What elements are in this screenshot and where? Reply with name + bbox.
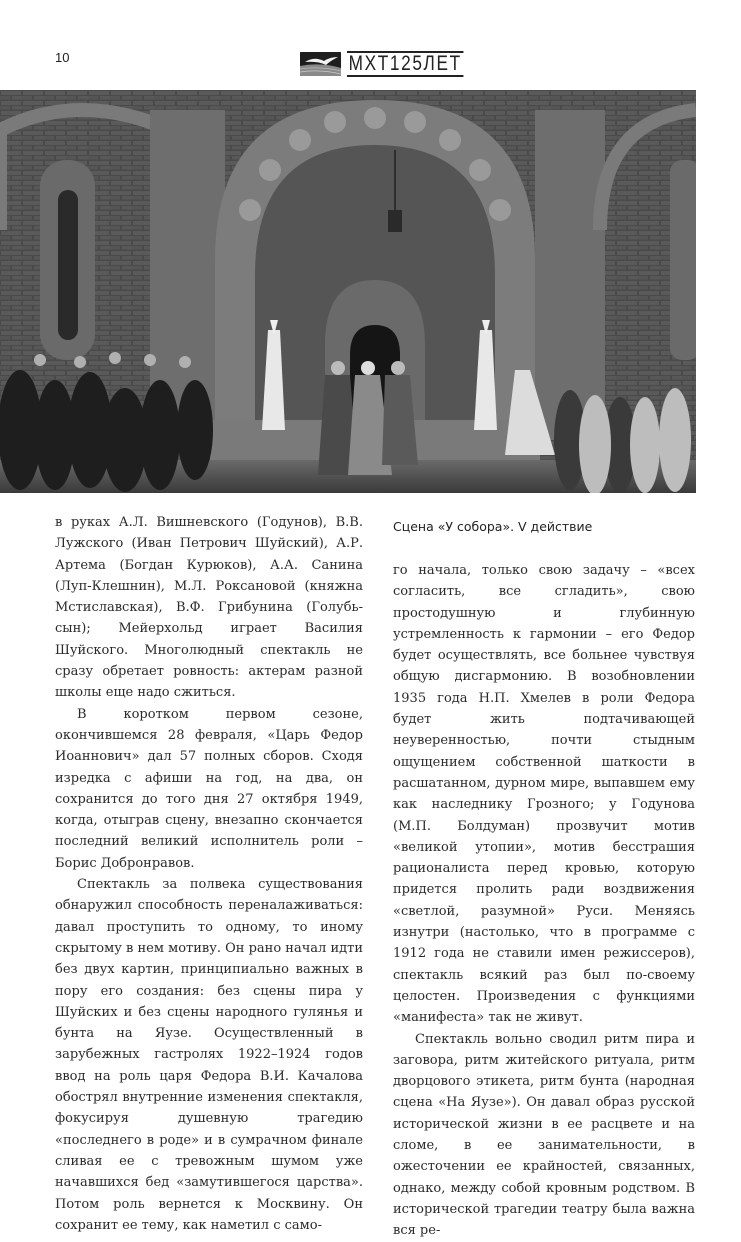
paragraph: Спектакль вольно сводил ритм пира и заговора, ритм житейского ритуала, ритм дворцового этикета, ритм бунта (народная сцена «На Яузе»). Он давал образ русской исторической жизни в ее расцвете и на сломе, в ее занимательности, в ожесточении ее крайностей, связанных, однако, между собой кровным родством. В исторической трагедии театру была важна вся ре- — [393, 1031, 695, 1239]
mxt-logo — [300, 50, 489, 78]
seagull-logo-icon — [300, 52, 341, 76]
paragraph: в руках А.Л. Вишневского (Годунов), В.В. Лужского (Иван Петрович Шуйский), А.Р. Артема (Богдан Курюков), А.А. Санина (Луп-Клешнин), М.Л. Роксановой (княжна Мстиславская), В.Ф. Грибунина (Голубь-сын); Мейерхольд играет Василия Шуйского. Многолюдный спектакль не сразу обретает ровность: актерам разной школы еще надо сжиться. — [55, 515, 363, 701]
right-text-column — [393, 560, 695, 1242]
stage-photo-image — [0, 90, 696, 493]
paragraph: В коротком первом сезоне, окончившемся 28 февраля, «Царь Федор Иоаннович» дал 57 полных сборов. Сходя изредка с афиши на год, на два, он сохранится до того дня 27 октября 1949, когда, отыграв сцену, внезапно скончается последний великий исполнитель роли – Борис Добронравов. — [55, 706, 363, 871]
photo-caption: Сцена «У собора». V действие — [393, 519, 593, 534]
left-text-column — [55, 512, 363, 1236]
paragraph: го начала, только свою задачу – «всех согласить, все сгладить», свою простодушную и глубинную устремленность к гармонии – его Федор будет осуществлять, все больнее чувствуя общую дисгармонию. В возобновлении 1935 года Н.П. Хмелев в роли Федора будет жить подтачивающей неуверенностью, почти стыдным ощущением собственной шаткости в расшатанном, дурном мире, выпавшем ему как наследнику Грозного; у Годунова (М.П. Болдуман) прозвучит мотив «великой утопии», мотив бесстрашия рационалиста перед кровью, которую придется пролить ради воздвижения «светлой, разумной» Руси. Меняясь изнутри (настолько, что в программе с 1912 года не ставили имен режиссеров), спектакль всякий раз был по-своему целостен. Произведения с функциями «манифеста» так не живут. — [393, 563, 695, 1026]
logo-text: МХТ125ЛЕТ — [348, 52, 462, 75]
paragraph: Спектакль за полвека существования обнаружил способность переналаживаться: давал проступить то одному, то иному скрытому в нем мотиву. Он рано начал идти без двух картин, принципиально важных в пору его создания: без сцены пира у Шуйских и без сцены народного гулянья и бунта на Яузе. Осуществленный в зарубежных гастролях 1922–1924 годов ввод на роль царя Федора В.И. Качалова обострял внутренние изменения спектакля, фокусируя душевную трагедию «последнего в роде» и в сумрачном финале сливая ее с тревожным шумом уже начавшихся бед «замутившегося царства». Потом роль вернется к Москвину. Он сохранит ее тему, как наметил с само- — [55, 877, 363, 1233]
stage-photo — [0, 90, 696, 493]
page-number: 10 — [55, 50, 70, 65]
